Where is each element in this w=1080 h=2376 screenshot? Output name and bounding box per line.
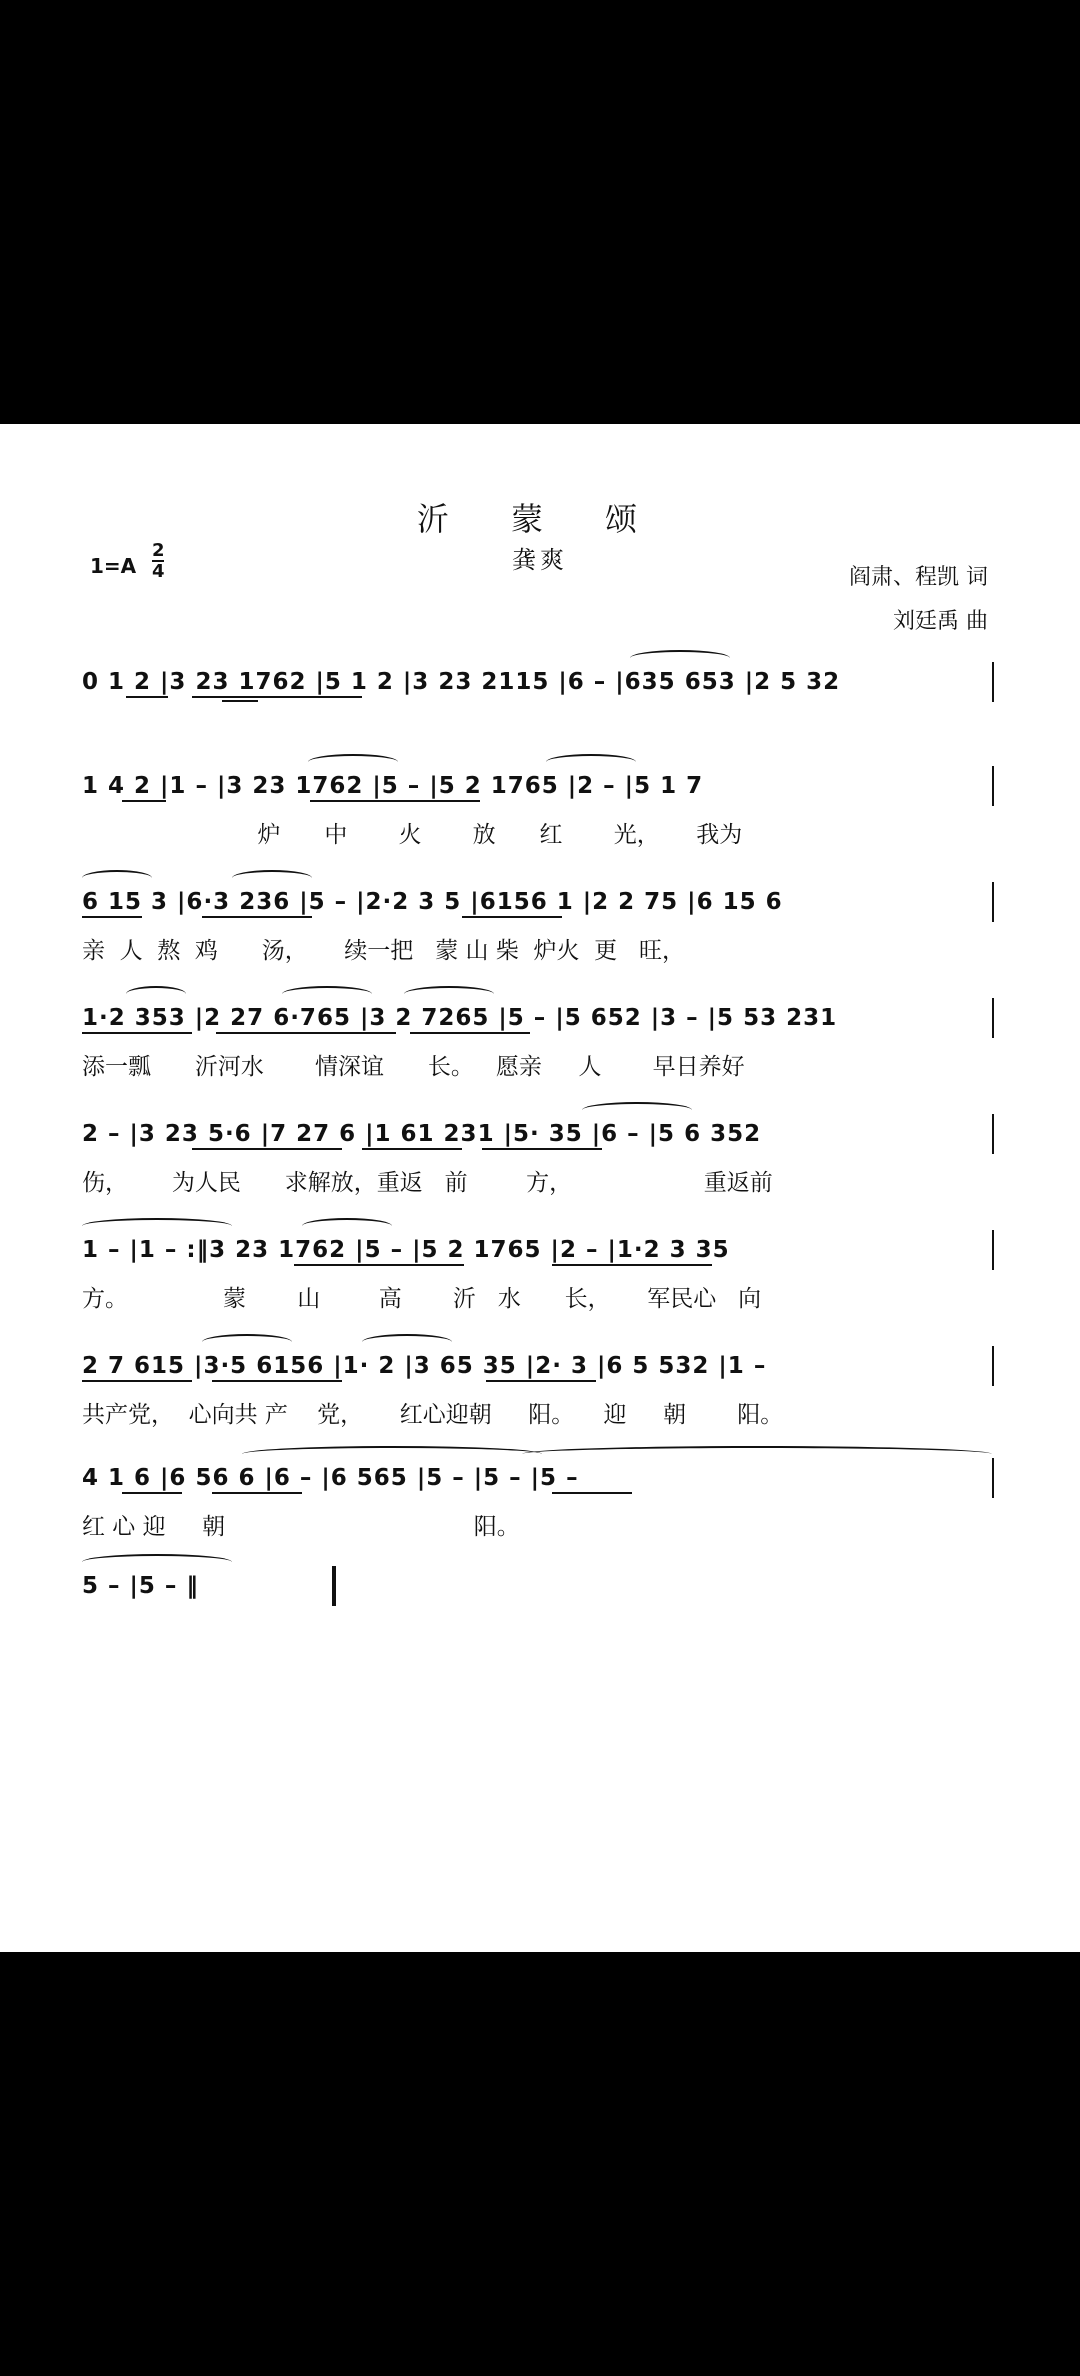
- beam-underline: [486, 1380, 596, 1382]
- singer-name: 龚爽: [512, 546, 568, 574]
- score-sheet: [0, 424, 1080, 1952]
- lyric-line: 红 心 迎 朝 阳。: [82, 1514, 520, 1540]
- beam-underline: [310, 800, 480, 802]
- notes-line: 6 15 3 |6·3 236 |5 – |2·2 3 5 |6156 1 |2 2 75 |6 15 6: [82, 889, 783, 915]
- notes-line: 2 – |3 23 5·6 |7 27 6 |1 61 231 |5· 35 |6 – |5 6 352: [82, 1121, 762, 1147]
- lyric-line: 亲 人 熬 鸡 汤， 续一把 蒙 山 柴 炉火 更 旺，: [82, 938, 686, 964]
- tie-arc: [302, 1218, 392, 1234]
- notes-line: 4 1 6 |6 56 6 |6 – |6 565 |5 – |5 – |5 –: [82, 1465, 579, 1491]
- tie-arc: [202, 1334, 292, 1350]
- composer-credit: 刘廷禹 曲: [893, 609, 988, 634]
- tie-arc: [282, 986, 372, 1002]
- tie-arc: [242, 1446, 542, 1462]
- beam-underline: [410, 1032, 530, 1034]
- beam-underline: [122, 800, 166, 802]
- notes-line: 1·2 353 |2 27 6·765 |3 2 7265 |5 – |5 652 |3 – |5 53 231: [82, 1005, 838, 1031]
- beam-underline: [192, 1148, 342, 1150]
- beam-underline: [82, 1380, 192, 1382]
- barline: [992, 1230, 994, 1270]
- tie-arc: [546, 754, 636, 770]
- song-title: 沂 蒙 颂: [416, 500, 664, 538]
- lyric-line: 共产党， 心向共 产 党， 红心迎朝 阳。 迎 朝 阳。: [82, 1402, 784, 1428]
- beam-underline: [362, 1148, 462, 1150]
- beam-underline: [462, 916, 562, 918]
- lyric-line: 伤， 为人民 求解放，重返 前 方， 重返前: [82, 1170, 773, 1196]
- beam-underline: [192, 696, 362, 698]
- tie-arc: [404, 986, 494, 1002]
- time-signature-bottom: 4: [152, 561, 165, 582]
- tie-arc: [630, 650, 730, 666]
- beam-underline: [216, 1032, 396, 1034]
- beam-underline: [212, 1380, 342, 1382]
- tie-arc: [308, 754, 398, 770]
- tie-arc: [232, 870, 312, 886]
- beam-underline: [294, 1264, 464, 1266]
- beam-underline: [212, 1492, 302, 1494]
- lyric-line: 方。 蒙 山 高 沂 水 长， 军民心 向: [82, 1286, 762, 1312]
- barline: [992, 1114, 994, 1154]
- beam-underline: [82, 916, 142, 918]
- beam-underline: [202, 916, 312, 918]
- time-signature: [152, 542, 165, 580]
- tie-arc: [362, 1334, 452, 1350]
- barline: [992, 882, 994, 922]
- tie-arc: [82, 870, 152, 886]
- notes-line: 5 – |5 – ‖: [82, 1573, 199, 1599]
- beam-underline: [482, 1148, 602, 1150]
- barline: [992, 1458, 994, 1498]
- barline: [992, 662, 994, 702]
- tie-arc: [582, 1102, 692, 1118]
- notes-line: 0 1 2 |3 23 1762 |5 1 2 |3 23 2115 |6 – |635 653 |2 5 32: [82, 669, 841, 695]
- beam-underline: [552, 1264, 712, 1266]
- tie-arc: [82, 1554, 232, 1570]
- notes-line: 1 4 2 |1 – |3 23 1762 |5 – |5 2 1765 |2 – |5 1 7: [82, 773, 704, 799]
- lyricist-credit: 阎肃、程凯 词: [849, 565, 988, 590]
- notes-line: 2 7 615 |3·5 6156 |1· 2 |3 65 35 |2· 3 |6 5 532 |1 –: [82, 1353, 767, 1379]
- barline: [992, 766, 994, 806]
- barline: [992, 998, 994, 1038]
- beam-underline-double: [222, 700, 258, 702]
- tie-arc: [126, 986, 186, 1002]
- lyric-line: 添一瓢 沂河水 情深谊 长。 愿亲 人 早日养好: [82, 1054, 745, 1080]
- notes-line: 1 – |1 – :‖3 23 1762 |5 – |5 2 1765 |2 – |1·2 3 35: [82, 1237, 730, 1263]
- tie-arc: [522, 1446, 992, 1462]
- lyric-line: 炉 中 火 放 红 光， 我为: [82, 822, 743, 848]
- final-barline: [332, 1566, 336, 1606]
- time-signature-top: 2: [152, 540, 165, 561]
- beam-underline: [126, 696, 168, 698]
- key-signature: 1=A: [90, 554, 137, 578]
- barline: [992, 1346, 994, 1386]
- beam-underline: [82, 1032, 192, 1034]
- tie-arc: [82, 1218, 232, 1234]
- beam-underline: [122, 1492, 182, 1494]
- beam-underline: [552, 1492, 632, 1494]
